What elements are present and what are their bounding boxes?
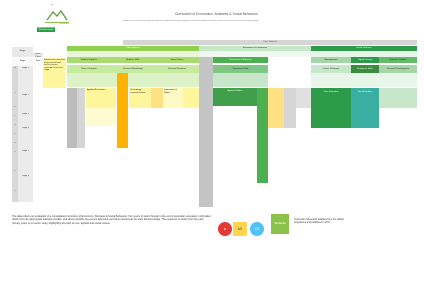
core-cell-2: Practical Knowledge — [111, 65, 155, 73]
level-label: 3 — [14, 151, 16, 153]
social-dark-block: Civic Education — [311, 88, 351, 128]
yellow-strip-2 — [183, 88, 199, 108]
level-label: 1 — [14, 190, 16, 192]
core-subhead-2: Modern Skills — [111, 57, 155, 63]
level-label: 2 — [14, 170, 16, 172]
group-header-core: Core Subjects — [67, 46, 199, 51]
econ-cell-voc: Vocational Skills — [213, 65, 268, 73]
badge-e — [218, 222, 232, 236]
level-label: 5 — [14, 133, 16, 135]
core-cell-1: Basic Concepts — [67, 65, 111, 73]
row-year: Year — [33, 57, 43, 66]
level-label: 6 — [14, 124, 16, 126]
social-subhead-1: Management — [311, 57, 351, 63]
orange-column-label — [120, 90, 125, 130]
logo-top-text: Ski — [50, 4, 54, 6]
top-band: Core Subjects — [123, 40, 417, 45]
yellow-strip — [151, 88, 163, 108]
page-title: Curriculum of Economics, Business & Social Behaviour — [175, 12, 258, 16]
econ-green-col — [257, 88, 268, 183]
gray-column-b — [77, 88, 85, 148]
group-header-econ: Economics & Commerce — [199, 46, 311, 51]
core-row-2 — [67, 73, 199, 87]
brand-badge: Appalachian Mountain Ski Safety Program — [37, 27, 55, 32]
social-teal-block: Social Studies — [351, 88, 379, 128]
social-subhead-2: Digital Literacy — [351, 57, 379, 63]
logo-sub-text: Skolandia — [59, 23, 69, 25]
social-cell-3: Personal Development — [379, 65, 417, 73]
econ-gray-col-2 — [284, 88, 296, 128]
social-right-col — [379, 88, 417, 108]
stage-header-a: Stage — [12, 47, 33, 57]
footer-paragraph: The data reflects an evaluation of a consolidated curriculum of Economics, Business & Social Behaviour, from years of study through to the end of secondary education. Information drawn from the appropriate education bodies, and where possible the current approved curriculum documents for each field and stage. The sequence is shown from the early primary years up to senior study, highlighting the path of core, applied and social content. — [12, 215, 211, 225]
technology-cell: Technology / Communication — [129, 88, 151, 108]
econ-header-cell: Economics & Business — [213, 57, 268, 63]
badge-ce — [250, 222, 264, 236]
econ-light-area — [213, 73, 268, 87]
social-subhead-3: Business Studies — [379, 57, 417, 63]
stage-column — [18, 66, 33, 202]
badge-ce-text: CE — [254, 227, 260, 231]
information-cell: Information & Media — [163, 88, 183, 108]
group-header-social: Social Sciences — [311, 46, 417, 51]
stage-label: Stage 4 — [22, 127, 29, 129]
badge-e-text: e — [223, 226, 227, 231]
level-label: 7 — [14, 115, 16, 117]
partner-text: Curriculum framework adapted from the official programme and published in 2017 — [294, 218, 344, 224]
level-label: 8 — [14, 106, 16, 108]
gray-column-a — [67, 88, 77, 148]
stage-label: Stage 3 — [22, 113, 29, 115]
yellow-block-2 — [86, 108, 116, 126]
social-cell-2: Enterprise Skills — [351, 65, 379, 73]
stage-header-b: Level / — [34, 53, 42, 55]
econ-cell-applied: Applied Studies — [213, 88, 257, 106]
stage-label: Stage 1 — [22, 67, 29, 69]
social-cell-1: Career Pathways — [311, 65, 351, 73]
partner-block: Skolandia — [271, 214, 289, 234]
level-label: 4 — [14, 142, 16, 144]
social-light-area — [311, 73, 417, 87]
intro-cell: Introductory overview of pre-school and social science concepts in the first stage — [43, 58, 66, 88]
page-subtitle: Based on a set of curriculum scope and sequence designed for the high school years, from the Economics / Business / Social Sciences units in the school setting program — [123, 20, 259, 22]
badge-as-text: AS — [237, 227, 243, 231]
level-label: 9 — [14, 92, 16, 94]
core-cell-3: Personal Finances — [155, 65, 199, 73]
stage-label: Stage 6 — [22, 175, 29, 177]
stage-label: Stage 2 — [22, 94, 29, 96]
badge-as — [233, 222, 247, 236]
core-subhead-3: Social Values — [155, 57, 199, 63]
econ-gray-row — [296, 88, 311, 108]
econ-gray-col — [199, 57, 213, 207]
stage-label: Stage 5 — [22, 150, 29, 152]
applied-economics-cell: Applied Economics — [86, 88, 116, 108]
stage-col-header: Stage — [12, 57, 33, 66]
econ-yellow-col — [268, 88, 284, 128]
level-label: 10 — [13, 67, 17, 69]
core-subhead-1: Modern Subjects — [67, 57, 111, 63]
